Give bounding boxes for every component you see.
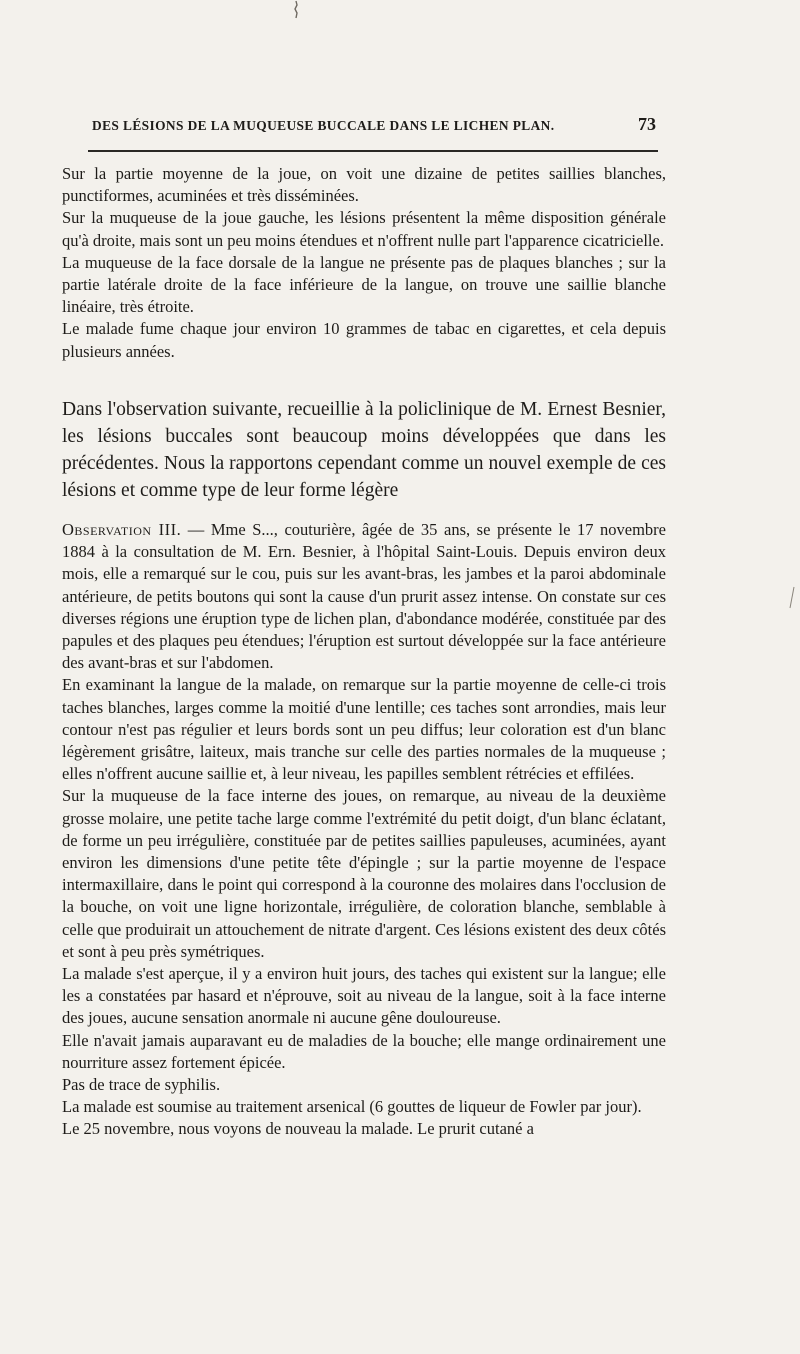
margin-mark: [788, 586, 796, 610]
paragraph: Le malade fume chaque jour environ 10 grammes de tabac en cigarettes, et cela depuis plusieurs années.: [62, 319, 666, 361]
paragraph: Sur la muqueuse de la face interne des joues, on remarque, au niveau de la deuxième grosse molaire, une petite tache large comme l'extrémité du petit doigt, d'un blanc éclatant, de forme un peu irrégulière, constituée par de petites saillies papuleuses, acuminées, ayant environ les dimensions d'une petite tête d'épingle ; sur la partie moyenne de l'espace intermaxillaire, dans le point qui correspond à la couronne des molaires dans l'occlusion de la bouche, on voit une ligne horizontale, irrégulière, de coloration blanche, semblable à celle que produirait un attouchement de nitrate d'argent. Ces lésions existent des deux côtés et sont à peu près symétriques.: [62, 786, 666, 961]
page-number: 73: [638, 114, 656, 134]
observation-label: Observation III.: [62, 520, 182, 539]
ink-mark: [292, 0, 300, 20]
paragraph: Sur la partie moyenne de la joue, on voit une dizaine de petites saillies blanches, punctiformes, acuminées et très disséminées.: [62, 164, 666, 206]
running-title: DES LÉSIONS DE LA MUQUEUSE BUCCALE DANS LE LICHEN PLAN.: [92, 118, 555, 133]
observation-first-paragraph: [62, 519, 666, 674]
paragraph: Le 25 novembre, nous voyons de nouveau la malade. Le prurit cutané a: [62, 1119, 534, 1139]
paragraph: La malade est soumise au traitement arsenical (6 gouttes de liqueur de Fowler par jour).: [62, 1097, 642, 1117]
introductory-paragraph: [62, 396, 666, 504]
observation-text: — Mme S..., couturière, âgée de 35 ans, se présente le 17 novembre 1884 à la consultation de M. Ern. Besnier, à l'hôpital Saint-Louis. Depuis environ deux mois, elle a remarqué sur le cou, puis sur les avant-bras, les jambes et la paroi abdominale antérieure, de petits boutons qui sont la cause d'un prurit assez intense. On constate sur ces diverses régions une éruption type de lichen plan, d'abondance modérée, constituée par des papules et des plaques peu étendues; l'éruption est surtout développée sur la face antérieure des avant-bras et sur l'abdomen.: [62, 520, 666, 673]
paragraph: Pas de trace de syphilis.: [62, 1075, 221, 1095]
case-notes-continuation: [62, 163, 666, 363]
paragraph: Sur la muqueuse de la joue gauche, les lésions présentent la même disposition générale qu'à droite, mais sont un peu moins étendues et n'offrent nulle part l'apparence cicatricielle.: [62, 208, 666, 250]
header-rule: [88, 150, 658, 152]
paragraph: Dans l'observation suivante, recueillie à la policlinique de M. Ernest Besnier, les lésions buccales sont beaucoup moins développées que dans les précédentes. Nous la rapportons cependant comme un nouvel exemple de ces lésions et comme type de leur forme légère: [62, 399, 666, 501]
paragraph: Elle n'avait jamais auparavant eu de maladies de la bouche; elle mange ordinairement une nourriture assez fortement épicée.: [62, 1030, 666, 1072]
observation-3: [62, 519, 666, 1141]
paragraph: La malade s'est aperçue, il y a environ huit jours, des taches qui existent sur la langue; elle les a constatées par hasard et n'éprouve, soit au niveau de la langue, soit à la face interne des joues, aucune sensation anormale ni aucune gêne douloureuse.: [62, 964, 666, 1028]
paragraph: La muqueuse de la face dorsale de la langue ne présente pas de plaques blanches ; sur la partie latérale droite de la face inférieure de la langue, on trouve une saillie blanche linéaire, très étroite.: [62, 252, 666, 317]
paragraph: En examinant la langue de la malade, on remarque sur la partie moyenne de celle-ci trois taches blanches, larges comme la moitié d'une lentille; ces taches sont arrondies, mais leur contour n'est pas régulier et leurs bords sont un peu diffus; leur coloration est d'un blanc légèrement grisâtre, laiteux, mais tranche sur celle des parties normales de la muqueuse ; elles n'offrent aucune saillie et, à leur niveau, les papilles semblent rétrécies et effilées.: [62, 675, 666, 784]
running-header: [92, 114, 656, 138]
